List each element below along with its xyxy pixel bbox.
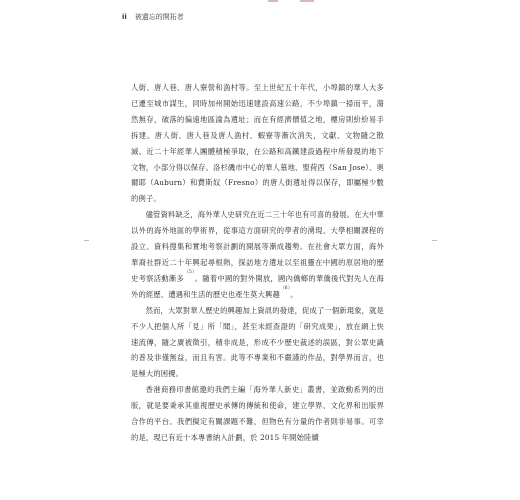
footnote-ref-6: （6） bbox=[279, 285, 291, 291]
paragraph-2-text: 儘管資料缺乏，海外華人史研究在近二三十年也有可喜的發展。在大中華以外的海外地區的學術界，從事這方面研究的學者的湧現、大學相關課程的設立、資料搜集和實地考察計劃的開展等漸成趨勢。在社會大眾方面，海外華裔社群近二十年興起尋根熱，探訪地方遺址以至祖靈在中國的原居地的歷史考察活動漸多 bbox=[131, 210, 384, 283]
left-crop-mark bbox=[84, 240, 89, 241]
paragraph-2-text-continued: 。隨着中國的對外開放，國內僑鄉的華僑後代對先人在海外的經歷、遭遇和生活的歷史也產生莫大興趣 bbox=[131, 273, 384, 299]
paragraph-3 bbox=[131, 303, 384, 383]
right-crop-mark bbox=[432, 240, 437, 241]
top-red-mark-left bbox=[268, 0, 278, 2]
running-head bbox=[122, 12, 184, 22]
paragraph-1 bbox=[131, 80, 384, 207]
top-red-mark-right bbox=[300, 0, 314, 2]
paragraph-2 bbox=[131, 207, 384, 302]
book-title: 被遺忘的開拓者 bbox=[134, 13, 184, 21]
paragraph-4-text: 香港商務印書館邀約我們主編「海外華人新史」叢書，並啟動系列的出版，就是要秉承其重視歷史承傳的傳統和使命，建立學界、文化界和出版界合作的平台。我們擬定有關課題不難，但物色有分量的作者則非易事。可幸的是，現已有近十本專書納入計劃，於 2015 年開始陸續 bbox=[131, 385, 384, 442]
paragraph-2-end: 。 bbox=[290, 289, 298, 299]
body-text bbox=[131, 80, 384, 446]
paragraph-1-text: 人街、唐人巷、唐人寮營和漁村等。至上世紀五十年代，小埠鎮的華人大多已遷至城市謀生，同時加州開始迅速建設高速公路，不少埠鎮一掃而平，蕩然無存，破落的偏遠地區淪為遺址；而在有經濟價值之地，樓房則紛紛易手拆建。唐人街、唐人巷及唐人漁村、蝦寮等漸次消失，文獻、文物隨之散滅。近二十年經華人團體積極爭取，在公路和高鐵建設過程中所發現的地下文物，小部分得以保存。洛杉磯市中心的華人墓地、聖荷西（San Jose）、奧爾耶（Auburn）和費斯奴（Fresno）的唐人街遺址得以保存，即屬極少數的例子。 bbox=[131, 83, 384, 204]
paragraph-4 bbox=[131, 382, 384, 446]
footnote-ref-5: （5） bbox=[184, 269, 195, 275]
page-number: ii bbox=[122, 13, 127, 21]
paragraph-3-text: 然而，大眾對華人歷史的興趣加上資訊的發達，促成了一個新現象，就是不少人把個人所「見」所「聞」，甚至未經查證的「研究成果」，放在網上快速流傳，隨之廣被徵引，積非成是，形成不少歷史裁述的誤區，對公眾史識的普及非僅無益，而且有害。此等不專業和不嚴謹的作品，對學界而言，也是極大的困擾。 bbox=[131, 305, 384, 379]
